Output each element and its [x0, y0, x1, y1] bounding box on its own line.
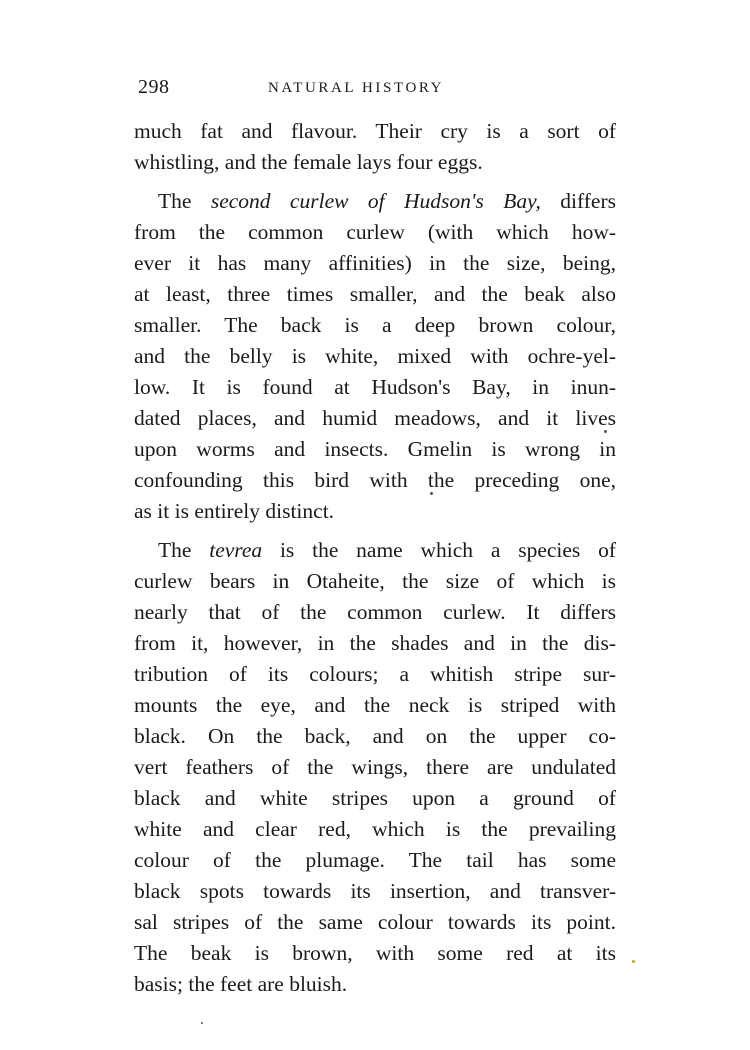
- text-line: The beak is brown, with some red at its: [134, 941, 616, 965]
- text-line: much fat and flavour. Their cry is a sort of: [134, 119, 616, 143]
- ink-speck: [201, 1022, 203, 1024]
- text-segment: The: [158, 189, 211, 213]
- italic-term: tevrea: [209, 538, 263, 562]
- text-line: low. It is found at Hudson's Bay, in inun-: [134, 375, 616, 399]
- text-line: ever it has many affinities) in the size, being,: [134, 251, 616, 275]
- text-line: nearly that of the common curlew. It differs: [134, 600, 616, 624]
- text-line: [134, 186, 616, 217]
- text-line: white and clear red, which is the prevailing: [134, 817, 616, 841]
- text-segment: is the name which a species of: [262, 538, 616, 562]
- text-line: smaller. The back is a deep brown colour,: [134, 313, 616, 337]
- text-line: from it, however, in the shades and in the dis-: [134, 631, 616, 655]
- text-line: confounding this bird with the preceding one,: [134, 468, 616, 492]
- text-segment: The: [158, 538, 210, 562]
- ink-speck: [604, 430, 607, 433]
- text-line: from the common curlew (with which how-: [134, 220, 616, 244]
- page-header: [138, 76, 618, 100]
- paragraph-gap: [134, 178, 616, 186]
- running-head: NATURAL HISTORY: [268, 80, 445, 96]
- text-line: mounts the eye, and the neck is striped with: [134, 693, 616, 717]
- text-segment: differs: [540, 189, 616, 213]
- text-line: colour of the plumage. The tail has some: [134, 848, 616, 872]
- text-line: black and white stripes upon a ground of: [134, 786, 616, 810]
- text-line: basis; the feet are bluish.: [134, 972, 348, 996]
- text-line: tribution of its colours; a whitish stripe sur-: [134, 662, 616, 686]
- text-line: and the belly is white, mixed with ochre-yel-: [134, 344, 616, 368]
- text-line: curlew bears in Otaheite, the size of which is: [134, 569, 616, 593]
- body-text: [134, 116, 616, 1000]
- text-line: at least, three times smaller, and the beak also: [134, 282, 616, 306]
- ink-speck: [430, 492, 433, 495]
- italic-term: second curlew of Hudson's Bay,: [210, 189, 541, 213]
- ink-speck: [632, 960, 635, 963]
- text-line: sal stripes of the same colour towards its point.: [134, 910, 616, 934]
- text-line: black. On the back, and on the upper co-: [134, 724, 616, 748]
- text-line: [134, 535, 616, 566]
- paragraph-gap: [134, 527, 616, 535]
- text-line: vert feathers of the wings, there are undulated: [134, 755, 616, 779]
- text-line: whistling, and the female lays four eggs.: [134, 150, 483, 174]
- text-line: dated places, and humid meadows, and it lives: [134, 406, 616, 430]
- text-line: upon worms and insects. Gmelin is wrong in: [134, 437, 616, 461]
- text-line: as it is entirely distinct.: [134, 499, 335, 523]
- text-line: black spots towards its insertion, and transver-: [134, 879, 616, 903]
- page-number: 298: [138, 76, 170, 98]
